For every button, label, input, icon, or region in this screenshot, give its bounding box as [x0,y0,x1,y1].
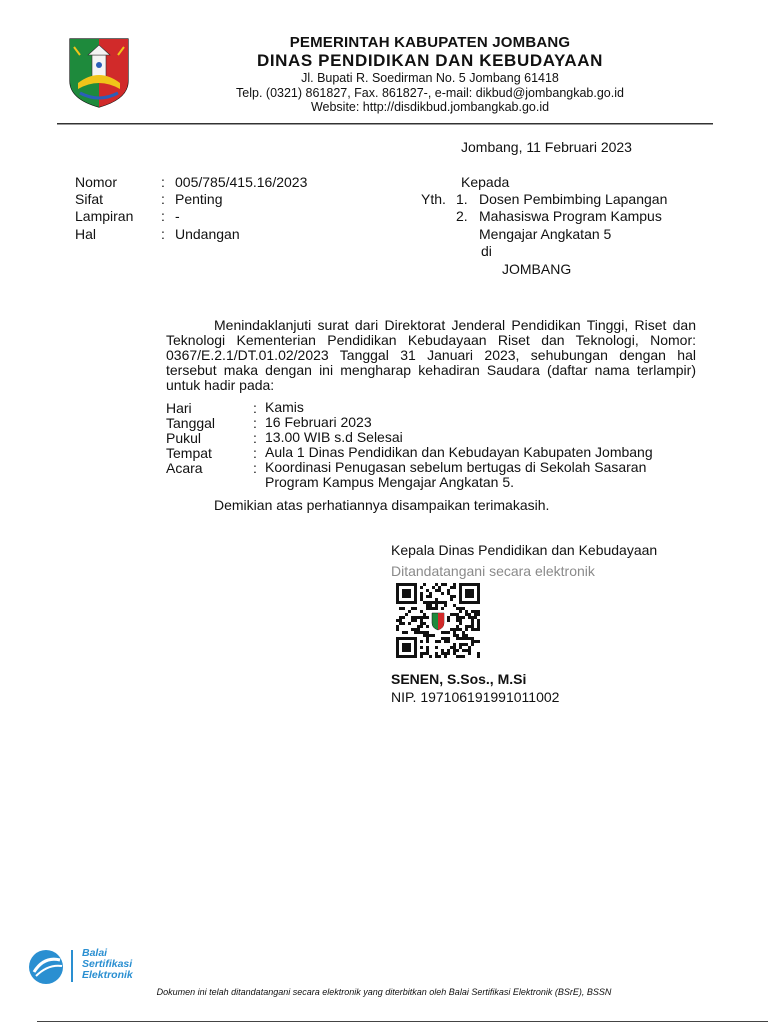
agenda-row-tanggal [166,415,696,430]
electronic-signature-note: Ditandatangani secara elektronik [391,563,595,579]
bsre-line: Sertifikasi [82,958,133,970]
agency-address: Jl. Bupati R. Soedirman No. 5 Jombang 61418 [301,71,559,85]
agenda-label: Tanggal [166,415,216,431]
meta-label: Lampiran [75,208,134,224]
meta-label: Nomor [75,174,118,190]
signatory-title: Kepala Dinas Pendidikan dan Kebudayaan [391,542,658,558]
header-divider [57,123,713,125]
signatory-name: SENEN, S.Sos., M.Si [391,671,527,687]
agenda-colon: : [253,445,257,461]
meta-value: - [175,208,180,224]
agenda-value: 16 Februari 2023 [265,414,372,430]
agenda-value: 13.00 WIB s.d Selesai [265,429,403,445]
meta-label: Hal [75,226,97,242]
letter-date: Jombang, 11 Februari 2023 [461,139,632,155]
agency-website: Website: http://disdikbud.jombangkab.go.id [310,100,550,114]
bsre-line: Balai [82,947,108,959]
bsre-emblem-icon [26,946,76,986]
body-paragraph: Menindaklanjuti surat dari Direktorat Jenderal Pendidikan Tinggi, Riset dan Teknologi Kementerian Pendidikan Kebudayaan Riset dan Teknologi, Nomor: 0367/E.2.1/DT.01.02/2023 Tanggal 31 Januari 2023, sehubungan dengan hal tersebut maka dengan ini mengharap kehadiran Saudara (daftar nama terlampir) untuk hadir pada: [166,317,696,393]
agenda-label: Pukul [166,430,202,446]
meta-value: Undangan [175,226,240,242]
e-signature-footnote: Dokumen ini telah ditandatangani secara elektronik yang diterbitkan oleh Balai Sertifikasi Elektronik (BSrE), BSSN [156,987,612,997]
agenda-colon: : [253,430,257,446]
agency-name: DINAS PENDIDIKAN DAN KEBUDAYAAN [256,51,604,70]
recipient-num: 2. [456,208,468,224]
agenda-colon: : [253,460,257,476]
agenda-value: Kamis [265,399,304,415]
agenda-value: Koordinasi Penugasan sebelum bertugas di Sekolah Sasaran Program Kampus Mengajar Angkatan 5. [265,459,647,490]
agenda-value: Aula 1 Dinas Pendidikan dan Kebudayan Kabupaten Jombang [265,444,653,460]
meta-colon: : [161,191,165,207]
recipient-di: di [481,243,492,259]
meta-label: Sifat [75,191,104,207]
meta-colon: : [161,208,165,224]
meta-value: Penting [175,191,223,207]
signatory-nip: NIP. 197106191991011002 [391,689,560,705]
meta-colon: : [161,174,165,190]
agency-contact: Telp. (0321) 861827, Fax. 861827-, e-mail: dikbud@jombangkab.go.id [236,86,624,100]
jombang-regency-crest [66,37,132,109]
meta-value: 005/785/415.16/2023 [175,174,308,190]
recipient-item-cont: Mengajar Angkatan 5 [479,226,612,242]
agenda-row-hari [166,400,696,415]
recipient-yth: Yth. [421,191,446,207]
recipient-item: Dosen Pembimbing Lapangan [479,191,668,207]
closing-statement: Demikian atas perhatiannya disampaikan terimakasih. [214,497,550,513]
agenda-label: Acara [166,460,203,476]
bsre-line: Elektronik [82,969,133,981]
meta-colon: : [161,226,165,242]
agenda-row-acara [166,460,696,490]
signature-qr-code [396,583,480,659]
recipient-item: Mahasiswa Program Kampus [479,208,662,224]
recipient-kepada: Kepada [461,174,510,190]
letter-body [166,318,696,393]
footer-divider [37,1021,768,1022]
agenda-colon: : [253,415,257,431]
government-name: PEMERINTAH KABUPATEN JOMBANG [289,34,571,51]
recipient-num: 1. [456,191,468,207]
recipient-city: JOMBANG [502,261,572,277]
agenda-row-pukul [166,430,696,445]
agenda-colon: : [253,400,257,416]
bsre-wordmark [82,948,133,981]
bsre-logo [26,946,156,986]
agenda-label: Hari [166,400,192,416]
agenda-label: Tempat [166,445,212,461]
agenda-row-tempat [166,445,696,460]
